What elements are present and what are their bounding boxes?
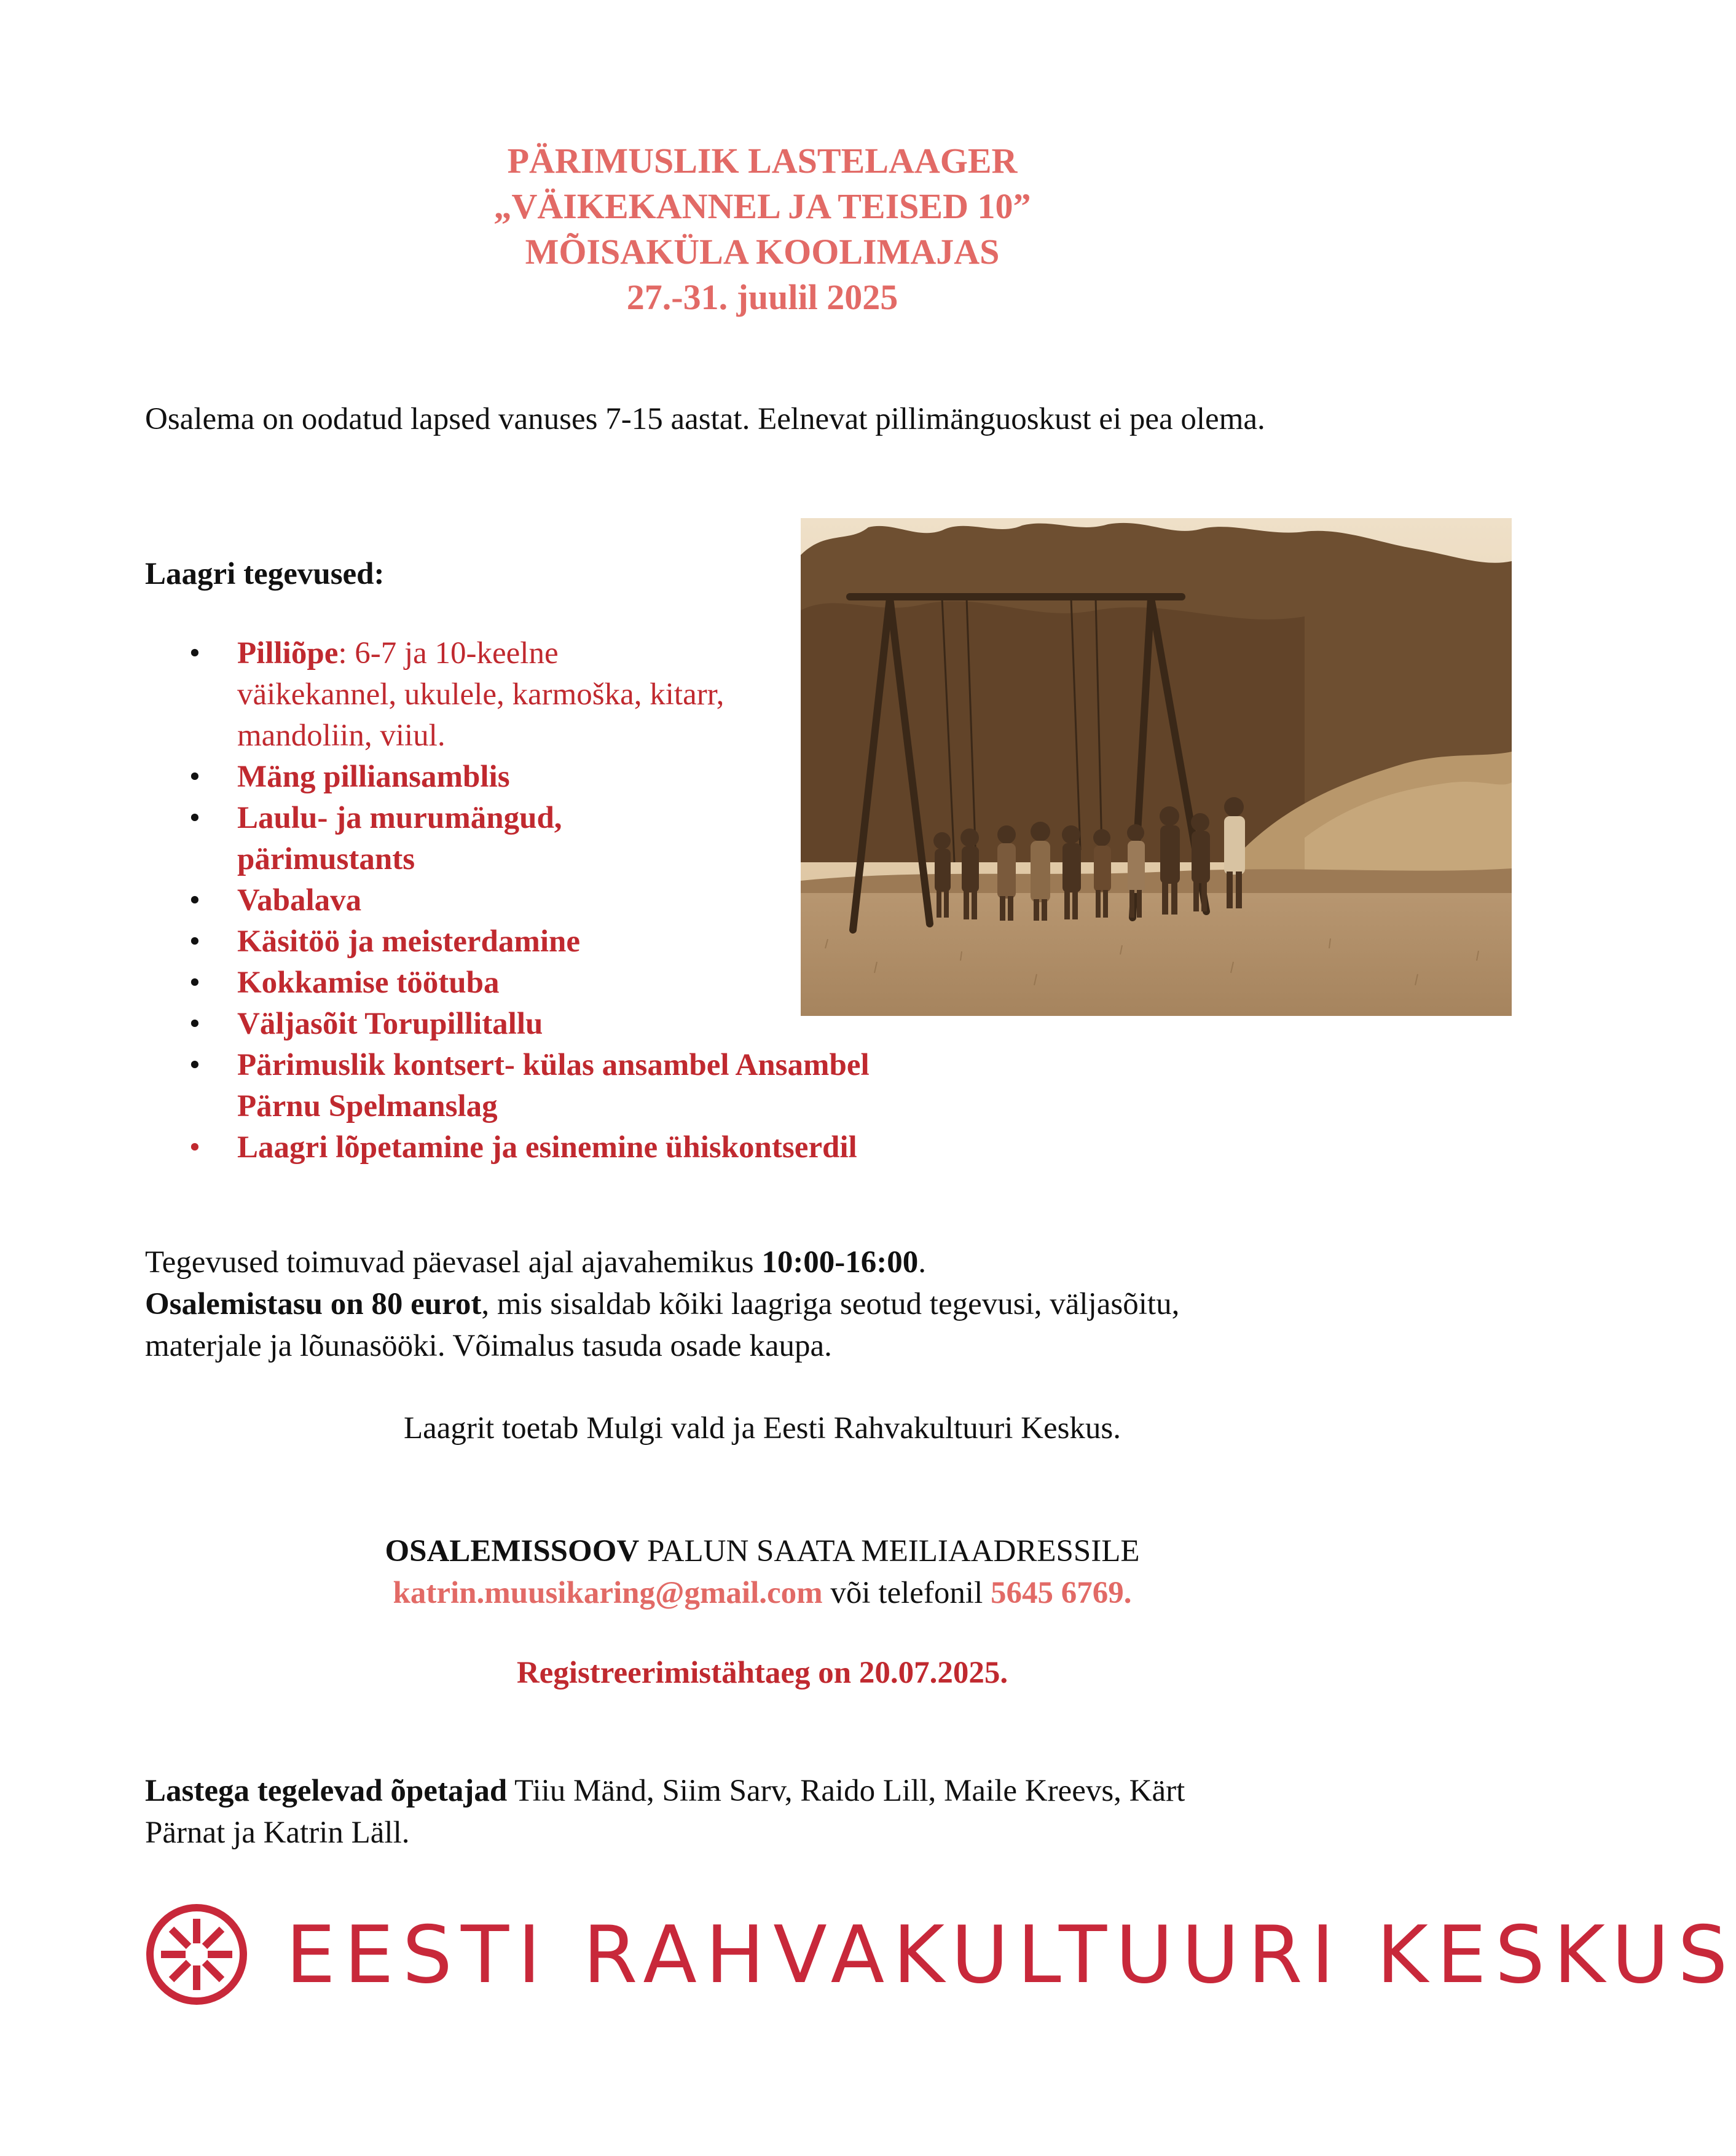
bullet: • [189,1130,200,1165]
activity-text: Pärnu Spelmanslag [237,1089,498,1123]
schedule-paragraph [145,1241,1374,1367]
fee-details: , mis sisaldab kõiki laagriga seotud tegevusi, väljasõitu, [481,1287,1180,1321]
logo-wordmark: EESTI RAHVAKULTUURI KESKUS [286,1910,1736,2001]
sun-wheel-icon [143,1900,251,2008]
list-item [184,1127,1159,1168]
intro-paragraph: Osalema on oodatud lapsed vanuses 7-15 aastat. Eelnevat pillimänguoskust ei pea olema. [145,402,1265,436]
schedule-hours: 10:00-16:00 [761,1245,919,1280]
camp-photo [801,518,1512,1016]
list-item [184,1045,1159,1127]
instrument-detail: väikekannel, ukulele, karmoška, kitarr, [237,677,725,712]
instrument-detail: : 6-7 ja 10-keelne [338,636,559,671]
bullet: • [189,924,200,959]
bullet: • [189,1048,200,1082]
fee-amount: Osalemistasu on 80 eurot [145,1287,482,1321]
activity-text: Pärimuslik kontsert- külas ansambel Ansambel [237,1048,870,1082]
teachers-paragraph [145,1770,1374,1854]
contact-phone[interactable]: 5645 6769. [991,1576,1132,1610]
activity-text: Kokkamise töötuba [237,966,500,1000]
activity-text: pärimustants [237,842,415,876]
contact-text: PALUN SAATA MEILIAADRESSILE [639,1534,1140,1568]
instrument-label: Pilliõpe [237,636,339,671]
teachers-names: Pärnat ja Katrin Läll. [145,1816,410,1850]
contact-label: OSALEMISSOOV [385,1534,640,1568]
poster-title [0,138,1525,320]
bullet: • [189,801,200,835]
schedule-text: Tegevused toimuvad päevasel ajal ajavahemikus [145,1245,762,1280]
bullet: • [189,636,200,671]
title-line-2: „VÄIKEKANNEL JA TEISED 10” [493,186,1031,226]
contact-or-phone: või telefonil [822,1576,991,1610]
teachers-label: Lastega tegelevad õpetajad [145,1774,508,1808]
title-line-3: MÕISAKÜLA KOOLIMAJAS [525,232,1000,272]
activity-text: Mäng pilliansamblis [237,760,510,794]
activity-text: Laagri lõpetamine ja esinemine ühiskontserdil [237,1130,857,1165]
teachers-names: Tiiu Mänd, Siim Sarv, Raido Lill, Maile Kreevs, Kärt [507,1774,1185,1808]
activity-text: Laulu- ja murumängud, [237,801,562,835]
bullet: • [189,1007,200,1041]
instrument-detail: mandoliin, viiul. [237,718,446,753]
activities-heading: Laagri tegevused: [145,557,385,591]
support-line: Laagrit toetab Mulgi vald ja Eesti Rahvakultuuri Keskus. [403,1411,1121,1446]
activity-text: Käsitöö ja meisterdamine [237,924,581,959]
title-line-1: PÄRIMUSLIK LASTELAAGER [507,141,1018,181]
contact-block [0,1530,1525,1614]
schedule-period: . [918,1245,927,1280]
title-dates: 27.-31. juulil 2025 [626,277,898,317]
registration-deadline: Registreerimistähtaeg on 20.07.2025. [516,1656,1008,1690]
bullet: • [189,760,200,794]
activity-text: Väljasõit Torupillitallu [237,1007,543,1041]
bullet: • [189,966,200,1000]
activity-text: Vabalava [237,883,362,918]
bullet: • [189,883,200,918]
fee-details: materjale ja lõunasööki. Võimalus tasuda osade kaupa. [145,1329,832,1363]
contact-email-link[interactable]: katrin.muusikaring@gmail.com [393,1576,823,1610]
